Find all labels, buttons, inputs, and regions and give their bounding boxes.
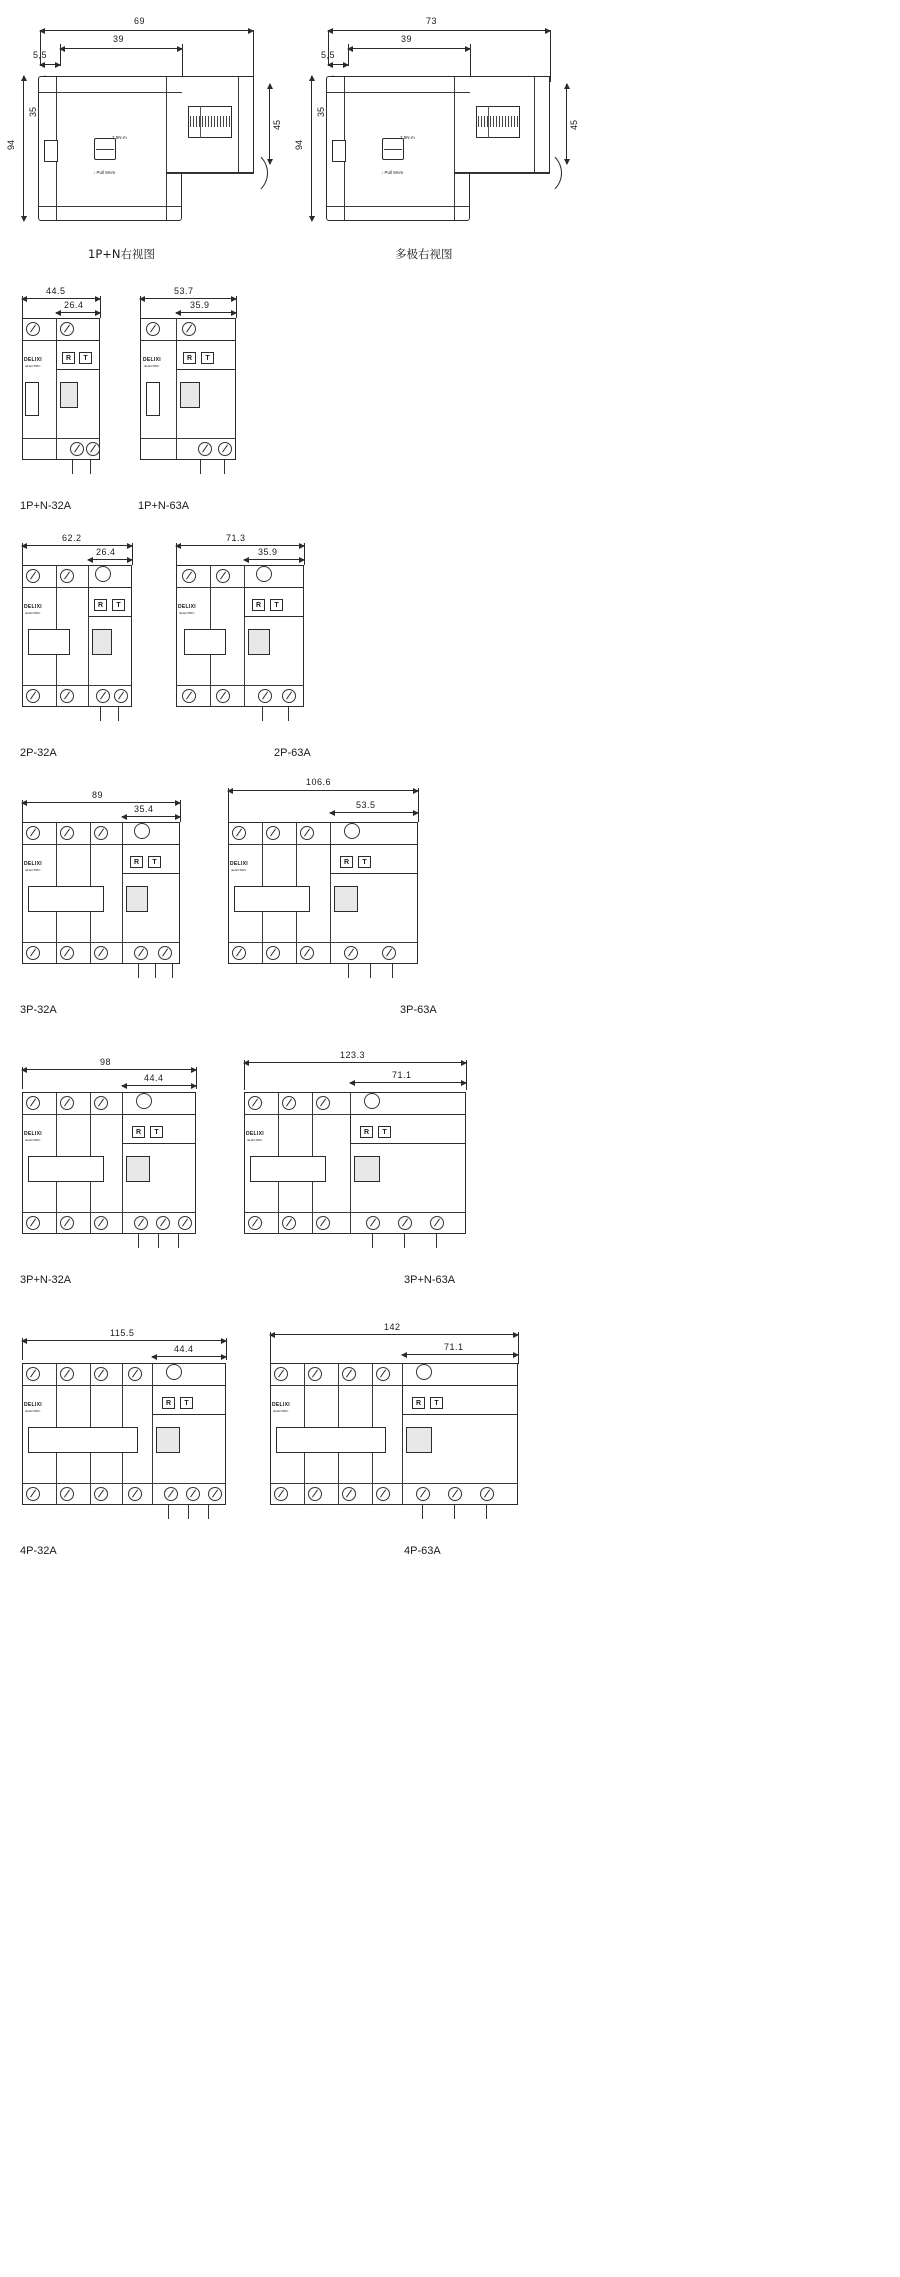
dim-line-module [402, 1354, 518, 1355]
comb-pin [348, 964, 349, 978]
dim-line-73 [328, 30, 550, 31]
dim-line-total [22, 1069, 196, 1070]
dim-text-69: 69 [134, 16, 146, 26]
comb-pin [178, 1234, 179, 1248]
rating-stripe [190, 116, 230, 127]
dim-line-module [176, 312, 236, 313]
brand-sub: ELECTRIC [25, 363, 41, 368]
caption-1pn-63a: 1P+N-63A [138, 500, 190, 512]
dim-line-94b [311, 76, 312, 221]
dim-text-35b: 35 [316, 106, 327, 118]
terminal-screw[interactable] [308, 1487, 322, 1501]
terminal-screw[interactable] [60, 1096, 74, 1110]
brand-sub: ELECTRIC [179, 610, 195, 615]
dim-text-module: 71.1 [444, 1342, 464, 1352]
terminal-screw[interactable] [26, 1367, 40, 1381]
terminal-notch [332, 140, 346, 162]
body-line [22, 1483, 226, 1484]
dim-tick [22, 1338, 23, 1360]
terminal-screw[interactable] [60, 689, 74, 703]
dim-text-35: 35 [28, 106, 39, 118]
terminal-screw[interactable] [26, 569, 40, 583]
terminal-screw[interactable] [26, 322, 40, 336]
terminal-screw[interactable] [94, 826, 108, 840]
dim-line-module [88, 559, 132, 560]
dim-line-total [22, 1340, 226, 1341]
dim-tick [22, 1067, 23, 1089]
toggle-handle[interactable] [146, 382, 160, 416]
terminal-screw[interactable] [164, 1487, 178, 1501]
brand-name: DELIXI [24, 604, 42, 610]
dim-line-total [176, 545, 304, 546]
indicator-window [95, 566, 111, 582]
caption-2p-63a: 2P-63A [274, 747, 311, 759]
dim-text-width: 142 [384, 1322, 401, 1332]
caption-3pn-63a: 3P+N-63A [404, 1274, 456, 1286]
dim-line-module [122, 1085, 196, 1086]
comb-pin [224, 460, 225, 474]
terminal-screw[interactable] [182, 322, 196, 336]
dim-tick [418, 788, 419, 822]
terminal-screw[interactable] [70, 442, 84, 456]
terminal-screw[interactable] [158, 946, 172, 960]
dim-text-45: 45 [272, 119, 283, 131]
dim-text-94: 94 [6, 139, 17, 151]
comb-pin [370, 964, 371, 978]
reset-button[interactable]: R [62, 352, 75, 364]
window-line [200, 106, 201, 138]
caption-3p-63a: 3P-63A [400, 1004, 437, 1016]
terminal-screw[interactable] [114, 689, 128, 703]
terminal-screw[interactable] [266, 826, 280, 840]
dim-line-45b [566, 84, 567, 164]
dim-tick [228, 788, 229, 822]
comb-pin [422, 1505, 423, 1519]
dim-text-39b: 39 [401, 34, 413, 44]
terminal-screw[interactable] [94, 946, 108, 960]
indicator-window [166, 1364, 182, 1380]
caption-4p-32a: 4P-32A [20, 1545, 57, 1557]
terminal-screw[interactable] [282, 1216, 296, 1230]
comb-pin [262, 707, 263, 721]
dim-tick [244, 1060, 245, 1090]
pull-label: ↓ Pull 8mm [381, 170, 404, 175]
brand-name: DELIXI [24, 1131, 42, 1137]
dim-text-73: 73 [426, 16, 438, 26]
comb-pin [90, 460, 91, 474]
terminal-screw[interactable] [376, 1367, 390, 1381]
dim-tick [40, 30, 41, 66]
dim-text-module: 35.4 [134, 804, 154, 814]
terminal-screw[interactable] [94, 1487, 108, 1501]
terminal-screw[interactable] [198, 442, 212, 456]
mechanism-block [126, 886, 148, 912]
terminal-screw[interactable] [182, 689, 196, 703]
dim-text-width: 123.3 [340, 1050, 366, 1060]
dim-line-94 [23, 76, 24, 221]
comb-pin [288, 707, 289, 721]
terminal-screw[interactable] [300, 826, 314, 840]
terminal-screw[interactable] [26, 689, 40, 703]
dim-text-45b: 45 [569, 119, 580, 131]
comb-pin [486, 1505, 487, 1519]
indicator-window [136, 1093, 152, 1109]
comb-pin [436, 1234, 437, 1248]
mechanism-block [180, 382, 200, 408]
terminal-screw[interactable] [282, 1096, 296, 1110]
comb-pin [188, 1505, 189, 1519]
body-line [166, 76, 167, 221]
terminal-screw[interactable] [342, 1487, 356, 1501]
caption-2p-32a: 2P-32A [20, 747, 57, 759]
dim-tick [270, 1332, 271, 1364]
brand-sub: ELECTRIC [144, 363, 160, 368]
indicator-window [344, 823, 360, 839]
terminal-screw[interactable] [60, 569, 74, 583]
dim-line-module [122, 816, 180, 817]
mechanism-block [334, 886, 358, 912]
dim-line-total [244, 1062, 466, 1063]
dim-line-total [22, 802, 180, 803]
dim-text-module: 53.5 [356, 800, 376, 810]
terminal-screw[interactable] [134, 946, 148, 960]
brand-name: DELIXI [24, 1402, 42, 1408]
dim-text-94b: 94 [294, 139, 305, 151]
comb-pin [158, 1234, 159, 1248]
brand-logo [230, 862, 248, 873]
toggle-handle[interactable] [276, 1427, 386, 1453]
test-button[interactable]: T [201, 352, 214, 364]
terminal-screw[interactable] [480, 1487, 494, 1501]
dim-line-total [270, 1334, 518, 1335]
brand-logo [246, 1132, 264, 1143]
mechanism-block [92, 629, 112, 655]
terminal-screw[interactable] [274, 1487, 288, 1501]
dim-tick [176, 543, 177, 565]
dim-tick [253, 30, 254, 82]
brand-sub: ELECTRIC [273, 1408, 289, 1413]
caption-side-view-multipole: 多极右视图 [395, 247, 453, 261]
terminal-screw[interactable] [282, 689, 296, 703]
dim-line-39 [60, 48, 182, 49]
dim-text-width: 98 [100, 1057, 112, 1067]
comb-pin [208, 1505, 209, 1519]
dim-text-width: 89 [92, 790, 104, 800]
comb-pin [100, 707, 101, 721]
test-button[interactable]: T [358, 856, 371, 868]
dim-line-total [22, 545, 132, 546]
body-line [22, 1212, 196, 1213]
terminal-screw[interactable] [266, 946, 280, 960]
test-button[interactable]: T [270, 599, 283, 611]
brand-name: DELIXI [143, 357, 161, 363]
dim-line-module [244, 559, 304, 560]
body-line [270, 1483, 518, 1484]
brand-logo [24, 862, 42, 873]
body-line [22, 942, 180, 943]
brand-sub: ELECTRIC [247, 1137, 263, 1142]
dim-text-39: 39 [113, 34, 125, 44]
terminal-screw[interactable] [430, 1216, 444, 1230]
terminal-screw[interactable] [218, 442, 232, 456]
pull-label: ↓ Pull 8mm [93, 170, 116, 175]
brand-sub: ELECTRIC [25, 1408, 41, 1413]
dim-tick [22, 800, 23, 822]
terminal-screw[interactable] [60, 1216, 74, 1230]
test-button[interactable]: T [378, 1126, 391, 1138]
body-line [22, 685, 132, 686]
terminal-screw[interactable] [316, 1216, 330, 1230]
body-line [22, 438, 100, 439]
dim-text-module: 35.9 [258, 547, 278, 557]
dim-line-module [56, 312, 100, 313]
dim-text-55: 5,5 [33, 50, 48, 60]
rating-stripe [478, 116, 518, 127]
dim-line-total [140, 298, 236, 299]
comb-pin [200, 460, 201, 474]
terminal-screw[interactable] [26, 826, 40, 840]
test-button[interactable]: T [79, 352, 92, 364]
caption-3pn-32a: 3P+N-32A [20, 1274, 72, 1286]
reset-button[interactable]: R [360, 1126, 373, 1138]
terminal-screw[interactable] [448, 1487, 462, 1501]
comb-pin [168, 1505, 169, 1519]
terminal-screw[interactable] [342, 1367, 356, 1381]
brand-name: DELIXI [24, 357, 42, 363]
terminal-screw[interactable] [300, 946, 314, 960]
terminal-screw[interactable] [26, 1216, 40, 1230]
terminal-screw[interactable] [344, 946, 358, 960]
test-button[interactable]: T [148, 856, 161, 868]
brand-logo [143, 358, 161, 369]
symbol-line [96, 149, 114, 150]
dim-line-69 [40, 30, 253, 31]
dim-text-width: 44.5 [46, 286, 66, 296]
symbol-line [384, 149, 402, 150]
indicator-window [134, 823, 150, 839]
mechanism-block [248, 629, 270, 655]
brand-logo [24, 1132, 42, 1143]
reset-button[interactable]: R [94, 599, 107, 611]
dim-text-width: 62.2 [62, 533, 82, 543]
indicator-window [256, 566, 272, 582]
brand-logo [24, 605, 42, 616]
terminal-screw[interactable] [248, 1096, 262, 1110]
brand-name: DELIXI [272, 1402, 290, 1408]
dim-text-width: 106.6 [306, 777, 332, 787]
test-button[interactable]: T [430, 1397, 443, 1409]
dim-text-module: 35.9 [190, 300, 210, 310]
dim-text-module: 71.1 [392, 1070, 412, 1080]
mechanism-block [406, 1427, 432, 1453]
toggle-handle[interactable] [28, 1156, 104, 1182]
reset-button[interactable]: R [162, 1397, 175, 1409]
caption-3p-32a: 3P-32A [20, 1004, 57, 1016]
brand-logo [24, 358, 42, 369]
terminal-notch [44, 140, 58, 162]
dim-tick [518, 1332, 519, 1364]
brand-logo [24, 1403, 42, 1414]
brand-sub: ELECTRIC [25, 1137, 41, 1142]
terminal-screw[interactable] [60, 1367, 74, 1381]
body-line [140, 438, 236, 439]
brand-name: DELIXI [24, 861, 42, 867]
caption-4p-63a: 4P-63A [404, 1545, 441, 1557]
body-line [228, 942, 418, 943]
dim-line-total [22, 298, 100, 299]
brand-name: DELIXI [246, 1131, 264, 1137]
terminal-screw[interactable] [376, 1487, 390, 1501]
terminal-screw[interactable] [146, 322, 160, 336]
toggle-handle[interactable] [184, 629, 226, 655]
terminal-screw[interactable] [60, 826, 74, 840]
dim-text-55b: 5,5 [321, 50, 336, 60]
reset-button[interactable]: R [130, 856, 143, 868]
dim-line-module [350, 1082, 466, 1083]
brand-sub: ELECTRIC [25, 610, 41, 615]
terminal-screw[interactable] [216, 689, 230, 703]
terminal-screw[interactable] [94, 1367, 108, 1381]
body-line [326, 206, 470, 207]
terminal-screw[interactable] [60, 946, 74, 960]
terminal-screw[interactable] [248, 1216, 262, 1230]
toggle-handle[interactable] [28, 1427, 138, 1453]
caption-side-view-1pn: 1P+N右视图 [88, 247, 155, 261]
terminal-screw[interactable] [60, 1487, 74, 1501]
mechanism-block [354, 1156, 380, 1182]
indicator-window [416, 1364, 432, 1380]
mechanism-block [126, 1156, 150, 1182]
body-line [38, 92, 182, 93]
reset-button[interactable]: R [252, 599, 265, 611]
terminal-screw[interactable] [398, 1216, 412, 1230]
terminal-screw[interactable] [316, 1096, 330, 1110]
dim-text-width: 115.5 [110, 1328, 135, 1338]
dim-line-55b [328, 64, 348, 65]
body-line [454, 76, 455, 221]
reset-button[interactable]: R [340, 856, 353, 868]
indicator-window [364, 1093, 380, 1109]
terminal-screw[interactable] [156, 1216, 170, 1230]
dim-text-module: 44.4 [144, 1073, 164, 1083]
terminal-screw[interactable] [216, 569, 230, 583]
terminal-screw[interactable] [26, 946, 40, 960]
comb-pin [138, 1234, 139, 1248]
mechanism-block [60, 382, 78, 408]
terminal-screw[interactable] [60, 322, 74, 336]
corner-arc [222, 150, 268, 196]
dim-text-width: 53.7 [174, 286, 194, 296]
toggle-handle[interactable] [234, 886, 310, 912]
terminal-screw[interactable] [232, 826, 246, 840]
dim-line-module [330, 812, 418, 813]
toggle-handle[interactable] [28, 629, 70, 655]
brand-sub: ELECTRIC [231, 867, 247, 872]
terminal-screw[interactable] [86, 442, 100, 456]
comb-pin [155, 964, 156, 978]
dim-text-module: 26.4 [96, 547, 116, 557]
mechanism-block [156, 1427, 180, 1453]
terminal-screw[interactable] [134, 1216, 148, 1230]
brand-sub: ELECTRIC [25, 867, 41, 872]
terminal-screw[interactable] [128, 1367, 142, 1381]
test-button[interactable]: T [150, 1126, 163, 1138]
terminal-screw[interactable] [416, 1487, 430, 1501]
terminal-screw[interactable] [96, 689, 110, 703]
terminal-screw[interactable] [178, 1216, 192, 1230]
comb-pin [404, 1234, 405, 1248]
dim-line-39b [348, 48, 470, 49]
torque-label: 2.5N·m [400, 135, 415, 140]
dim-line-total [228, 790, 418, 791]
terminal-screw[interactable] [308, 1367, 322, 1381]
test-button[interactable]: T [180, 1397, 193, 1409]
comb-pin [392, 964, 393, 978]
dim-tick [550, 30, 551, 82]
dim-tick [22, 296, 23, 318]
reset-button[interactable]: R [412, 1397, 425, 1409]
terminal-screw[interactable] [182, 569, 196, 583]
terminal-screw[interactable] [26, 1096, 40, 1110]
dim-tick [328, 30, 329, 66]
brand-name: DELIXI [230, 861, 248, 867]
window-line [488, 106, 489, 138]
dim-tick [140, 296, 141, 318]
body-line [38, 206, 182, 207]
dim-line-45 [269, 84, 270, 164]
terminal-screw[interactable] [128, 1487, 142, 1501]
terminal-screw[interactable] [94, 1096, 108, 1110]
terminal-screw[interactable] [186, 1487, 200, 1501]
body-line [326, 92, 470, 93]
comb-pin [372, 1234, 373, 1248]
dim-tick [22, 543, 23, 565]
body-line [176, 685, 304, 686]
terminal-screw[interactable] [208, 1487, 222, 1501]
toggle-handle[interactable] [28, 886, 104, 912]
dim-line-module [152, 1356, 226, 1357]
toggle-handle[interactable] [250, 1156, 326, 1182]
reset-button[interactable]: R [132, 1126, 145, 1138]
comb-pin [172, 964, 173, 978]
comb-pin [138, 964, 139, 978]
dim-text-module: 26.4 [64, 300, 84, 310]
terminal-screw[interactable] [26, 1487, 40, 1501]
terminal-screw[interactable] [258, 689, 272, 703]
terminal-screw[interactable] [232, 946, 246, 960]
terminal-screw[interactable] [382, 946, 396, 960]
torque-label: 2.5N·m [112, 135, 127, 140]
caption-1pn-32a: 1P+N-32A [20, 500, 72, 512]
comb-pin [454, 1505, 455, 1519]
terminal-screw[interactable] [274, 1367, 288, 1381]
dim-text-width: 71.3 [226, 533, 246, 543]
brand-logo [272, 1403, 290, 1414]
corner-arc [516, 150, 562, 196]
reset-button[interactable]: R [183, 352, 196, 364]
comb-pin [72, 460, 73, 474]
brand-name: DELIXI [178, 604, 196, 610]
brand-logo [178, 605, 196, 616]
comb-pin [118, 707, 119, 721]
terminal-screw[interactable] [366, 1216, 380, 1230]
toggle-handle[interactable] [25, 382, 39, 416]
dim-line-55 [40, 64, 60, 65]
terminal-screw[interactable] [94, 1216, 108, 1230]
dim-text-module: 44.4 [174, 1344, 194, 1354]
test-button[interactable]: T [112, 599, 125, 611]
